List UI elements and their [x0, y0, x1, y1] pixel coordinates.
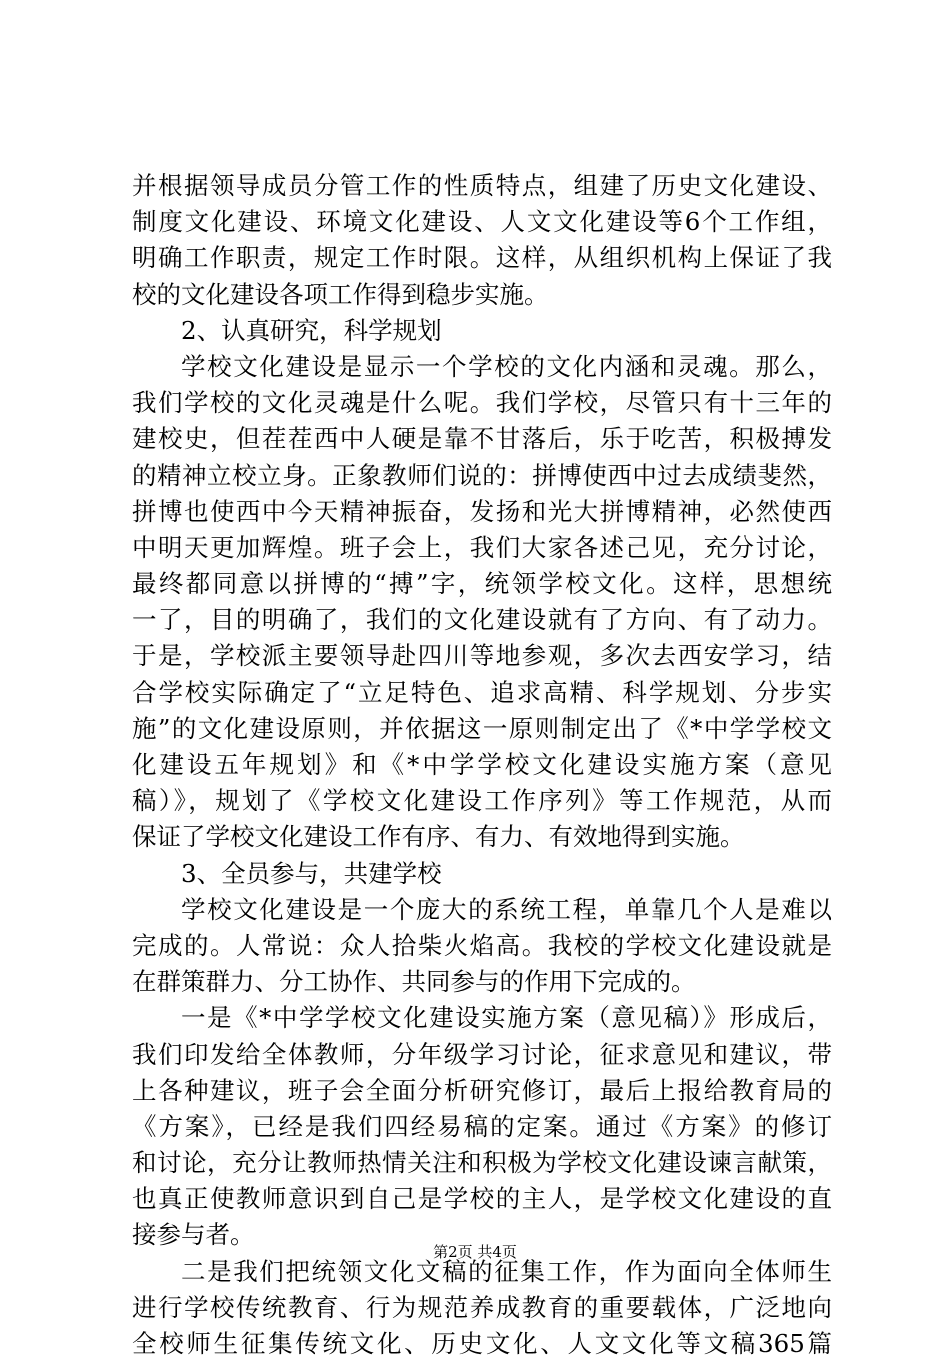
- text-line: 学校文化建设是显示一个学校的文化内涵和灵魂。那么，: [181, 351, 832, 381]
- text-line: 建校史，但茬茬西中人硬是靠不甘落后，乐于吃苦，积极搏发: [132, 424, 832, 454]
- text-line: 和讨论，充分让教师热情关注和积极为学校文化建设谏言献策，: [132, 1148, 832, 1178]
- text-line: 《方案》，已经是我们四经易稿的定案。通过《方案》的修订: [132, 1111, 832, 1141]
- page-footer: 第2页 共4页: [433, 1243, 517, 1261]
- text-line: 稿）》，规划了《学校文化建设工作序列》等工作规范，从而: [132, 786, 832, 816]
- text-line: 2、认真研究，科学规划: [181, 315, 442, 345]
- text-line: 并根据领导成员分管工作的性质特点，组建了历史文化建设、: [132, 171, 832, 200]
- text-line: 在群策群力、分工协作、共同参与的作用下完成的。: [132, 967, 696, 997]
- text-line: 合学校实际确定了“立足特色、追求高精、科学规划、分步实: [132, 677, 832, 707]
- text-line: 于是，学校派主要领导赴四川等地参观，多次去西安学习，结: [132, 641, 832, 671]
- text-line: 中明天更加辉煌。班子会上，我们大家各述己见，充分讨论，: [132, 532, 832, 562]
- text-line: 拼博也使西中今天精神振奋，发扬和光大拼博精神，必然使西: [132, 496, 832, 526]
- text-line: 我们学校的文化灵魂是什么呢。我们学校，尽管只有十三年的: [132, 388, 832, 418]
- text-line: 明确工作职责，规定工作时限。这样，从组织机构上保证了我: [132, 243, 832, 273]
- text-line: 3、全员参与，共建学校: [181, 858, 442, 888]
- text-line: 进行学校传统教育、行为规范养成教育的重要载体，广泛地向: [132, 1292, 832, 1322]
- text-line: 上各种建议，班子会全面分析研究修订，最后上报给教育局的: [132, 1075, 832, 1105]
- text-line: 我们印发给全体教师，分年级学习讨论，征求意见和建议，带: [132, 1039, 832, 1069]
- text-line: 完成的。人常说：众人拾柴火焰高。我校的学校文化建设就是: [132, 930, 832, 960]
- text-line: 制度文化建设、环境文化建设、人文文化建设等6个工作组，: [132, 207, 832, 237]
- text-line: 的精神立校立身。正象教师们说的：拼博使西中过去成绩斐然，: [132, 460, 832, 490]
- text-line: 施”的文化建设原则，并依据这一原则制定出了《*中学学校文: [132, 713, 832, 743]
- text-line: 最终都同意以拼博的“搏”字，统领学校文化。这样，思想统: [132, 569, 832, 599]
- text-line: 化建设五年规划》和《*中学学校文化建设实施方案（意见: [132, 750, 832, 779]
- text-line: 接参与者。: [132, 1220, 255, 1250]
- text-line: 一是《*中学学校文化建设实施方案（意见稿）》形成后，: [181, 1003, 832, 1033]
- text-line: 学校文化建设是一个庞大的系统工程，单靠几个人是难以: [181, 894, 832, 924]
- text-line: 二是我们把统领文化文稿的征集工作，作为面向全体师生: [181, 1256, 832, 1286]
- text-line: 也真正使教师意识到自己是学校的主人，是学校文化建设的直: [132, 1184, 832, 1214]
- text-line: 全校师生征集传统文化、历史文化、人文文化等文稿365篇: [132, 1329, 832, 1358]
- text-line: 保证了学校文化建设工作有序、有力、有效地得到实施。: [132, 822, 745, 852]
- text-line: 校的文化建设各项工作得到稳步实施。: [132, 279, 549, 309]
- document-body: [132, 168, 832, 1362]
- text-line: 一了，目的明确了，我们的文化建设就有了方向、有了动力。: [132, 605, 832, 635]
